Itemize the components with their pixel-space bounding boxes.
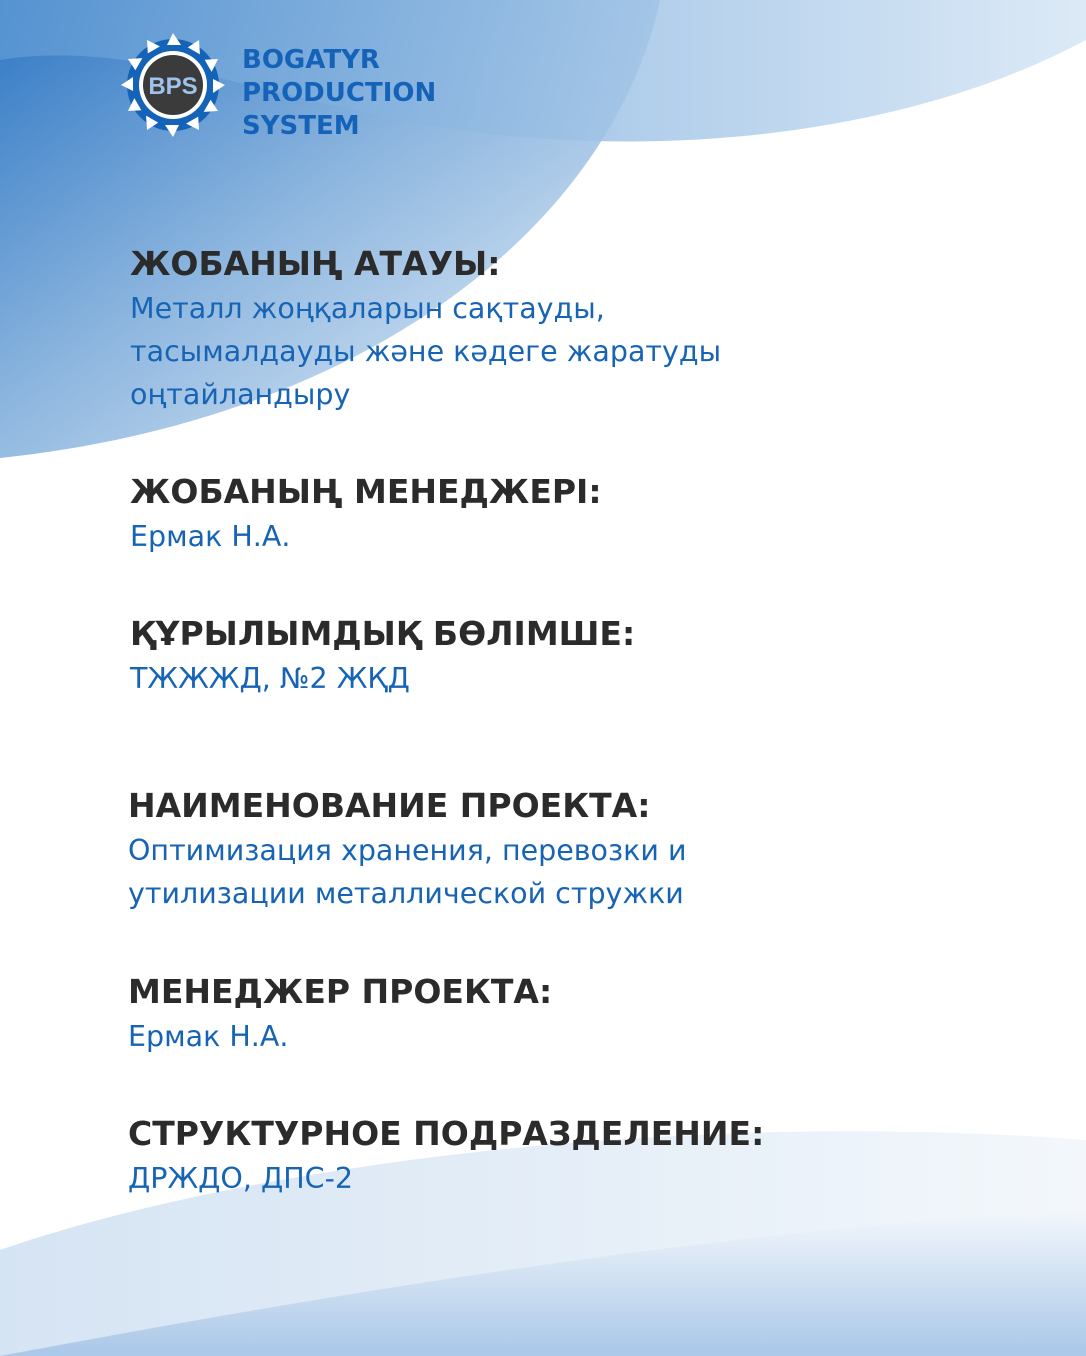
svg-text:BPS: BPS xyxy=(148,73,198,100)
section-heading: ЖОБАНЫҢ АТАУЫ: xyxy=(130,244,501,283)
brand-name-line: BOGATYR xyxy=(242,45,380,75)
section-heading: СТРУКТУРНОЕ ПОДРАЗДЕЛЕНИЕ: xyxy=(128,1114,765,1153)
gear-icon xyxy=(118,30,228,140)
value-line: оңтайландыру xyxy=(130,378,351,411)
section-value xyxy=(130,287,950,416)
value-line: ДРЖДО, ДПС-2 xyxy=(128,1162,353,1195)
section-heading: ЖОБАНЫҢ МЕНЕДЖЕРІ: xyxy=(130,472,602,511)
section-project-manager-kz xyxy=(130,472,950,558)
section-heading: МЕНЕДЖЕР ПРОЕКТА: xyxy=(128,972,553,1011)
section-value xyxy=(128,1157,948,1200)
section-value xyxy=(130,657,950,700)
value-line: Ермак Н.А. xyxy=(130,520,291,553)
value-line: ТЖЖЖД, №2 ЖҚД xyxy=(130,662,410,695)
brand-name-line: PRODUCTION xyxy=(242,78,437,108)
brand-name xyxy=(242,44,436,143)
section-heading: ҚҰРЫЛЫМДЫҚ БӨЛІМШЕ: xyxy=(130,614,636,653)
brand-logo xyxy=(118,30,478,142)
value-line: тасымалдауды және кәдеге жаратуды xyxy=(130,335,722,368)
section-project-manager-ru xyxy=(128,972,948,1058)
section-structural-unit-kz xyxy=(130,614,950,700)
section-value xyxy=(128,829,948,915)
value-line: утилизации металлической стружки xyxy=(128,877,684,910)
section-project-name-ru xyxy=(128,786,948,915)
section-structural-unit-ru xyxy=(128,1114,948,1200)
section-value xyxy=(128,1015,948,1058)
value-line: Ермак Н.А. xyxy=(128,1020,289,1053)
section-heading: НАИМЕНОВАНИЕ ПРОЕКТА: xyxy=(128,786,651,825)
value-line: Металл жоңқаларын сақтауды, xyxy=(130,292,605,325)
section-value xyxy=(130,515,950,558)
brand-name-line: SYSTEM xyxy=(242,111,360,141)
value-line: Оптимизация хранения, перевозки и xyxy=(128,834,687,867)
section-project-name-kz xyxy=(130,244,950,416)
